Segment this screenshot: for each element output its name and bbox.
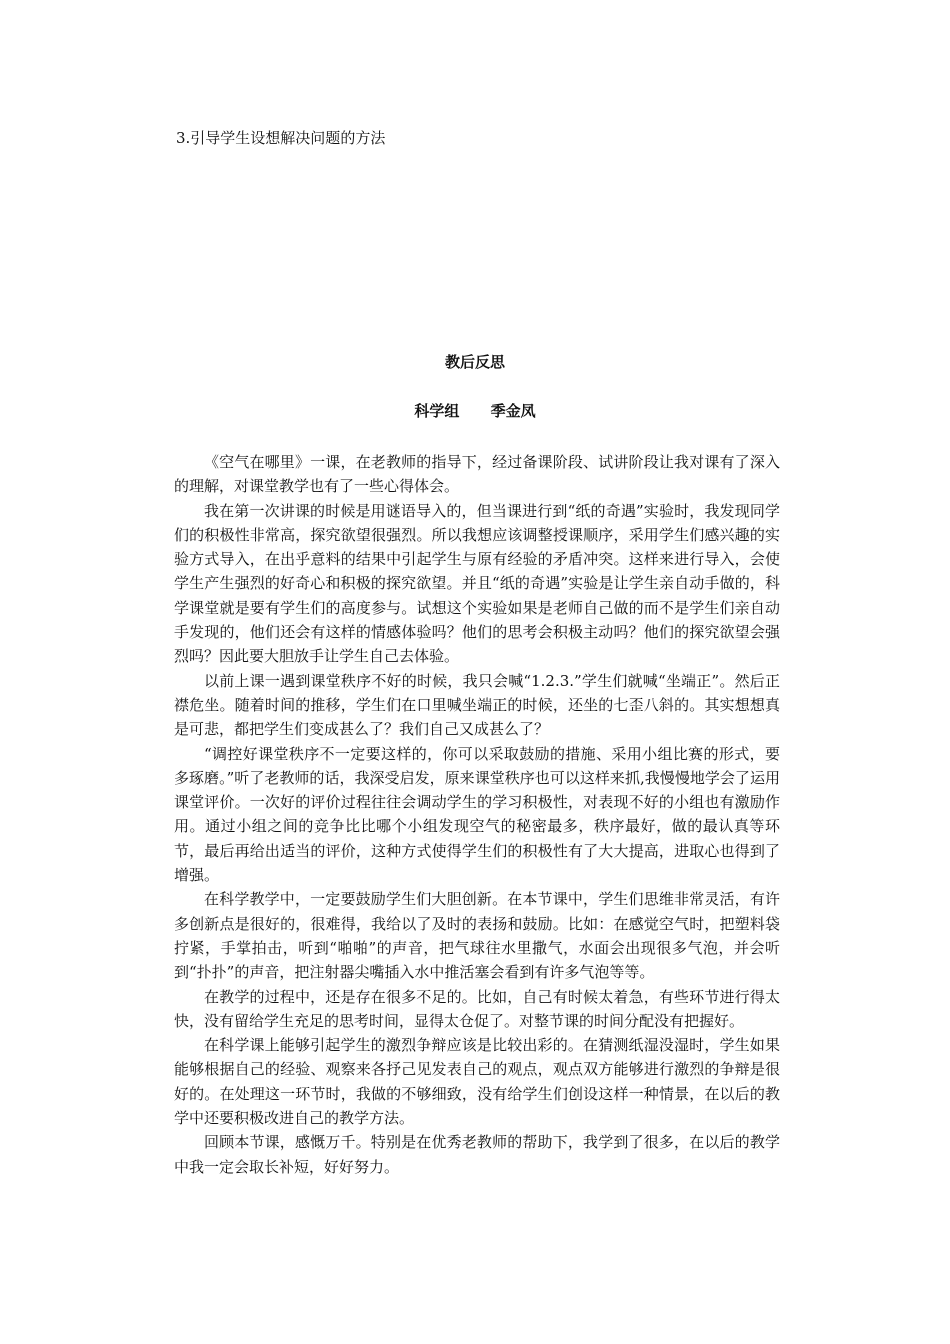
body-text bbox=[174, 450, 780, 1179]
paragraph: 在科学教学中，一定要鼓励学生们大胆创新。在本节课中，学生们思维非常灵活，有许多创新点是很好的，很难得，我给以了及时的表扬和鼓励。比如：在感觉空气时，把塑料袋拧紧，手掌拍击，听到“啪啪”的声音，把气球往水里撒气，水面会出现很多气泡，并会听到“扑扑”的声音，把注射器尖嘴插入水中推活塞会看到有许多气泡等等。 bbox=[174, 890, 780, 982]
paragraph: 在教学的过程中，还是存在很多不足的。比如，自己有时候太着急，有些环节进行得太快，没有留给学生充足的思考时间，显得太仓促了。对整节课的时间分配没有把握好。 bbox=[174, 987, 780, 1030]
paragraph: 我在第一次讲课的时候是用谜语导入的，但当课进行到“纸的奇遇”实验时，我发现同学们的积极性非常高，探究欲望很强烈。所以我想应该调整授课顺序，采用学生们感兴趣的实验方式导入，在出乎意料的结果中引起学生与原有经验的矛盾冲突。这样来进行导入，会使学生产生强烈的好奇心和积极的探究欲望。并且“纸的奇遇”实验是让学生亲自动手做的，科学课堂就是要有学生们的高度参与。试想这个实验如果是老师自己做的而不是学生们亲自动手发现的，他们还会有这样的情感体验吗？他们的思考会积极主动吗？他们的探究欲望会强烈吗？因此要大胆放手让学生自己去体验。 bbox=[174, 501, 780, 666]
paragraph: 《空气在哪里》一课，在老教师的指导下，经过备课阶段、试讲阶段让我对课有了深入的理解，对课堂教学也有了一些心得体会。 bbox=[174, 453, 780, 496]
author-line: 科学组 季金凤 bbox=[414, 402, 536, 420]
paragraph: 以前上课一遇到课堂秩序不好的时候，我只会喊“1.2.3.”学生们就喊“坐端正”。然后正襟危坐。随着时间的推移，学生们在口里喊坐端正的时候，还坐的七歪八斜的。其实想想真是可悲，都把学生们变成甚么了？我们自己又成甚么了？ bbox=[174, 671, 780, 739]
document-title: 教后反思 bbox=[444, 353, 505, 371]
section-item: 3.引导学生设想解决问题的方法 bbox=[176, 129, 386, 147]
paragraph: 回顾本节课，感慨万千。特别是在优秀老教师的帮助下，我学到了很多，在以后的教学中我一定会取长补短，好好努力。 bbox=[174, 1133, 780, 1176]
paragraph: “调控好课堂秩序不一定要这样的，你可以采取鼓励的措施、采用小组比赛的形式，要多琢磨。”听了老教师的话，我深受启发，原来课堂秩序也可以这样来抓,我慢慢地学会了运用课堂评价。一次好的评价过程往往会调动学生的学习积极性，对表现不好的小组也有激励作用。通过小组之间的竞争比比哪个小组发现空气的秘密最多，秩序最好，做的最认真等环节，最后再给出适当的评价，这种方式使得学生们的积极性有了大大提高，进取心也得到了增强。 bbox=[174, 744, 780, 885]
paragraph: 在科学课上能够引起学生的激烈争辩应该是比较出彩的。在猜测纸湿没湿时，学生如果能够根据自己的经验、观察来各抒己见发表自己的观点，观点双方能够进行激烈的争辩是很好的。在处理这一环节时，我做的不够细致，没有给学生们创设这样一种情景，在以后的教学中还要积极改进自己的教学方法。 bbox=[174, 1036, 780, 1128]
